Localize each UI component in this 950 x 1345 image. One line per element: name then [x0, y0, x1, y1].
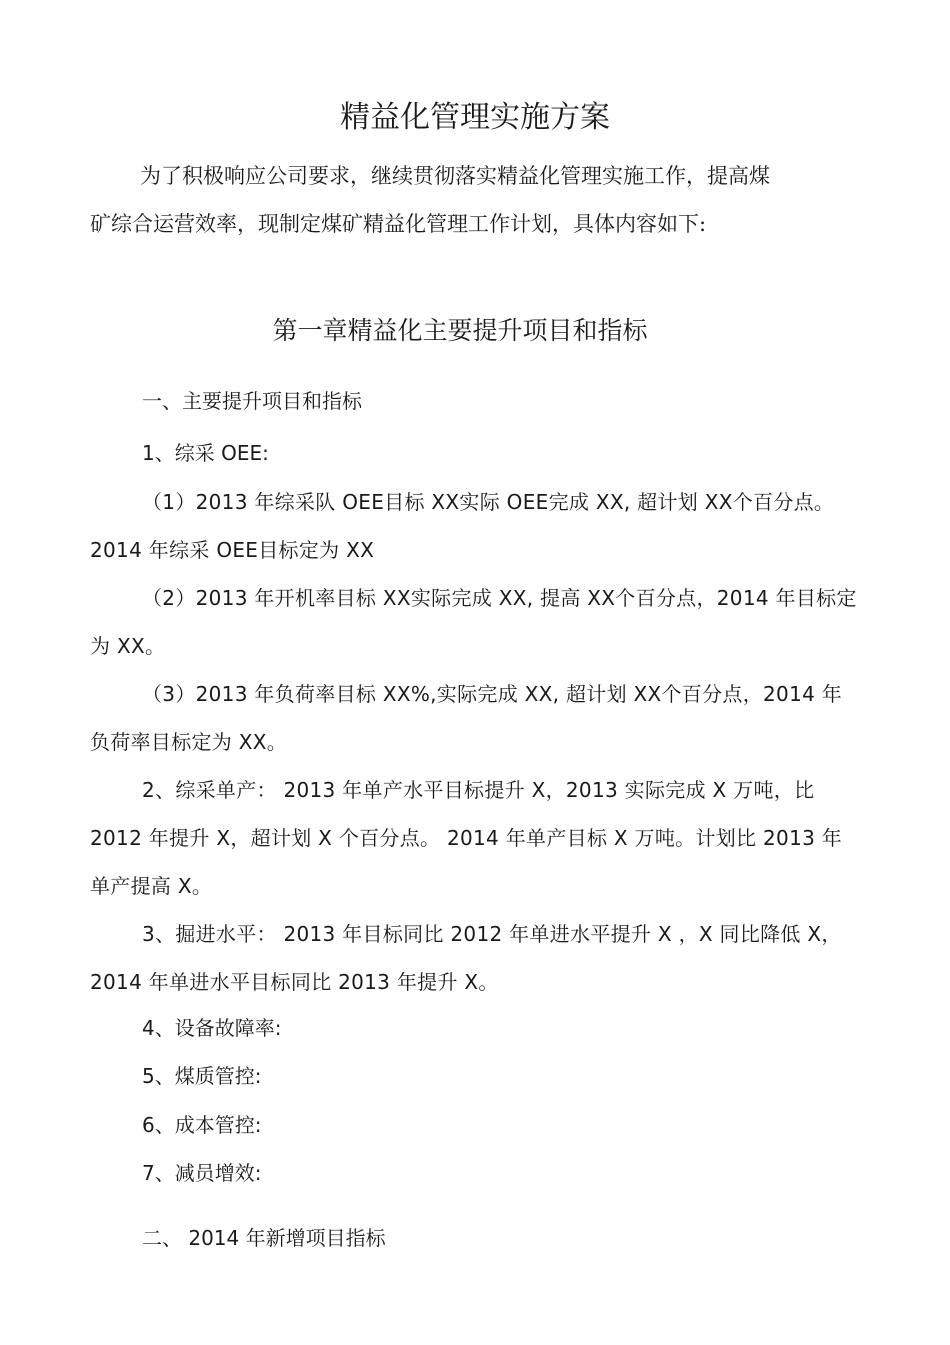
section2-heading: 二、 2014 年新增项目指标 [142, 1226, 386, 1250]
item1-paragraph-1: （1）2013 年综采队 OEE目标 XX实际 OEE完成 XX, 超计划 XX个百分点。 2014 年综采 OEE目标定为 XX [90, 490, 835, 562]
item5-line: 5、煤质管控: [142, 1064, 262, 1088]
item2-paragraph: 2、综采单产： 2013 年单产水平目标提升 X，2013 实际完成 X 万吨，比 2012 年提升 X，超计划 X 个百分点。 2014 年单产目标 X 万吨。计划比 2013 年单产提高 X。 [90, 778, 843, 898]
section1-heading: 一、主要提升项目和指标 [142, 389, 362, 413]
item1-paragraph-3: （3）2013 年负荷率目标 XX%,实际完成 XX, 超计划 XX个百分点，2014 年负荷率目标定为 XX。 [90, 682, 843, 754]
item6-line: 6、成本管控: [142, 1113, 262, 1137]
item4-line: 4、设备故障率: [142, 1016, 282, 1040]
item1-heading: 1、综采 OEE: [142, 441, 269, 465]
item1-paragraph-2: （2）2013 年开机率目标 XX实际完成 XX, 提高 XX个百分点，2014 年目标定为 XX。 [90, 586, 857, 658]
item7-line: 7、减员增效: [142, 1161, 262, 1185]
intro-paragraph: 为了积极响应公司要求，继续贯彻落实精益化管理实施工作，提高煤矿综合运营效率，现制定煤矿精益化管理工作计划，具体内容如下: [90, 164, 770, 236]
chapter-title: 第一章精益化主要提升项目和指标 [272, 316, 648, 345]
document-title: 精益化管理实施方案 [340, 100, 610, 135]
item3-paragraph: 3、掘进水平： 2013 年目标同比 2012 年单进水平提升 X ，X 同比降低 X，2014 年单进水平目标同比 2013 年提升 X。 [90, 922, 842, 994]
